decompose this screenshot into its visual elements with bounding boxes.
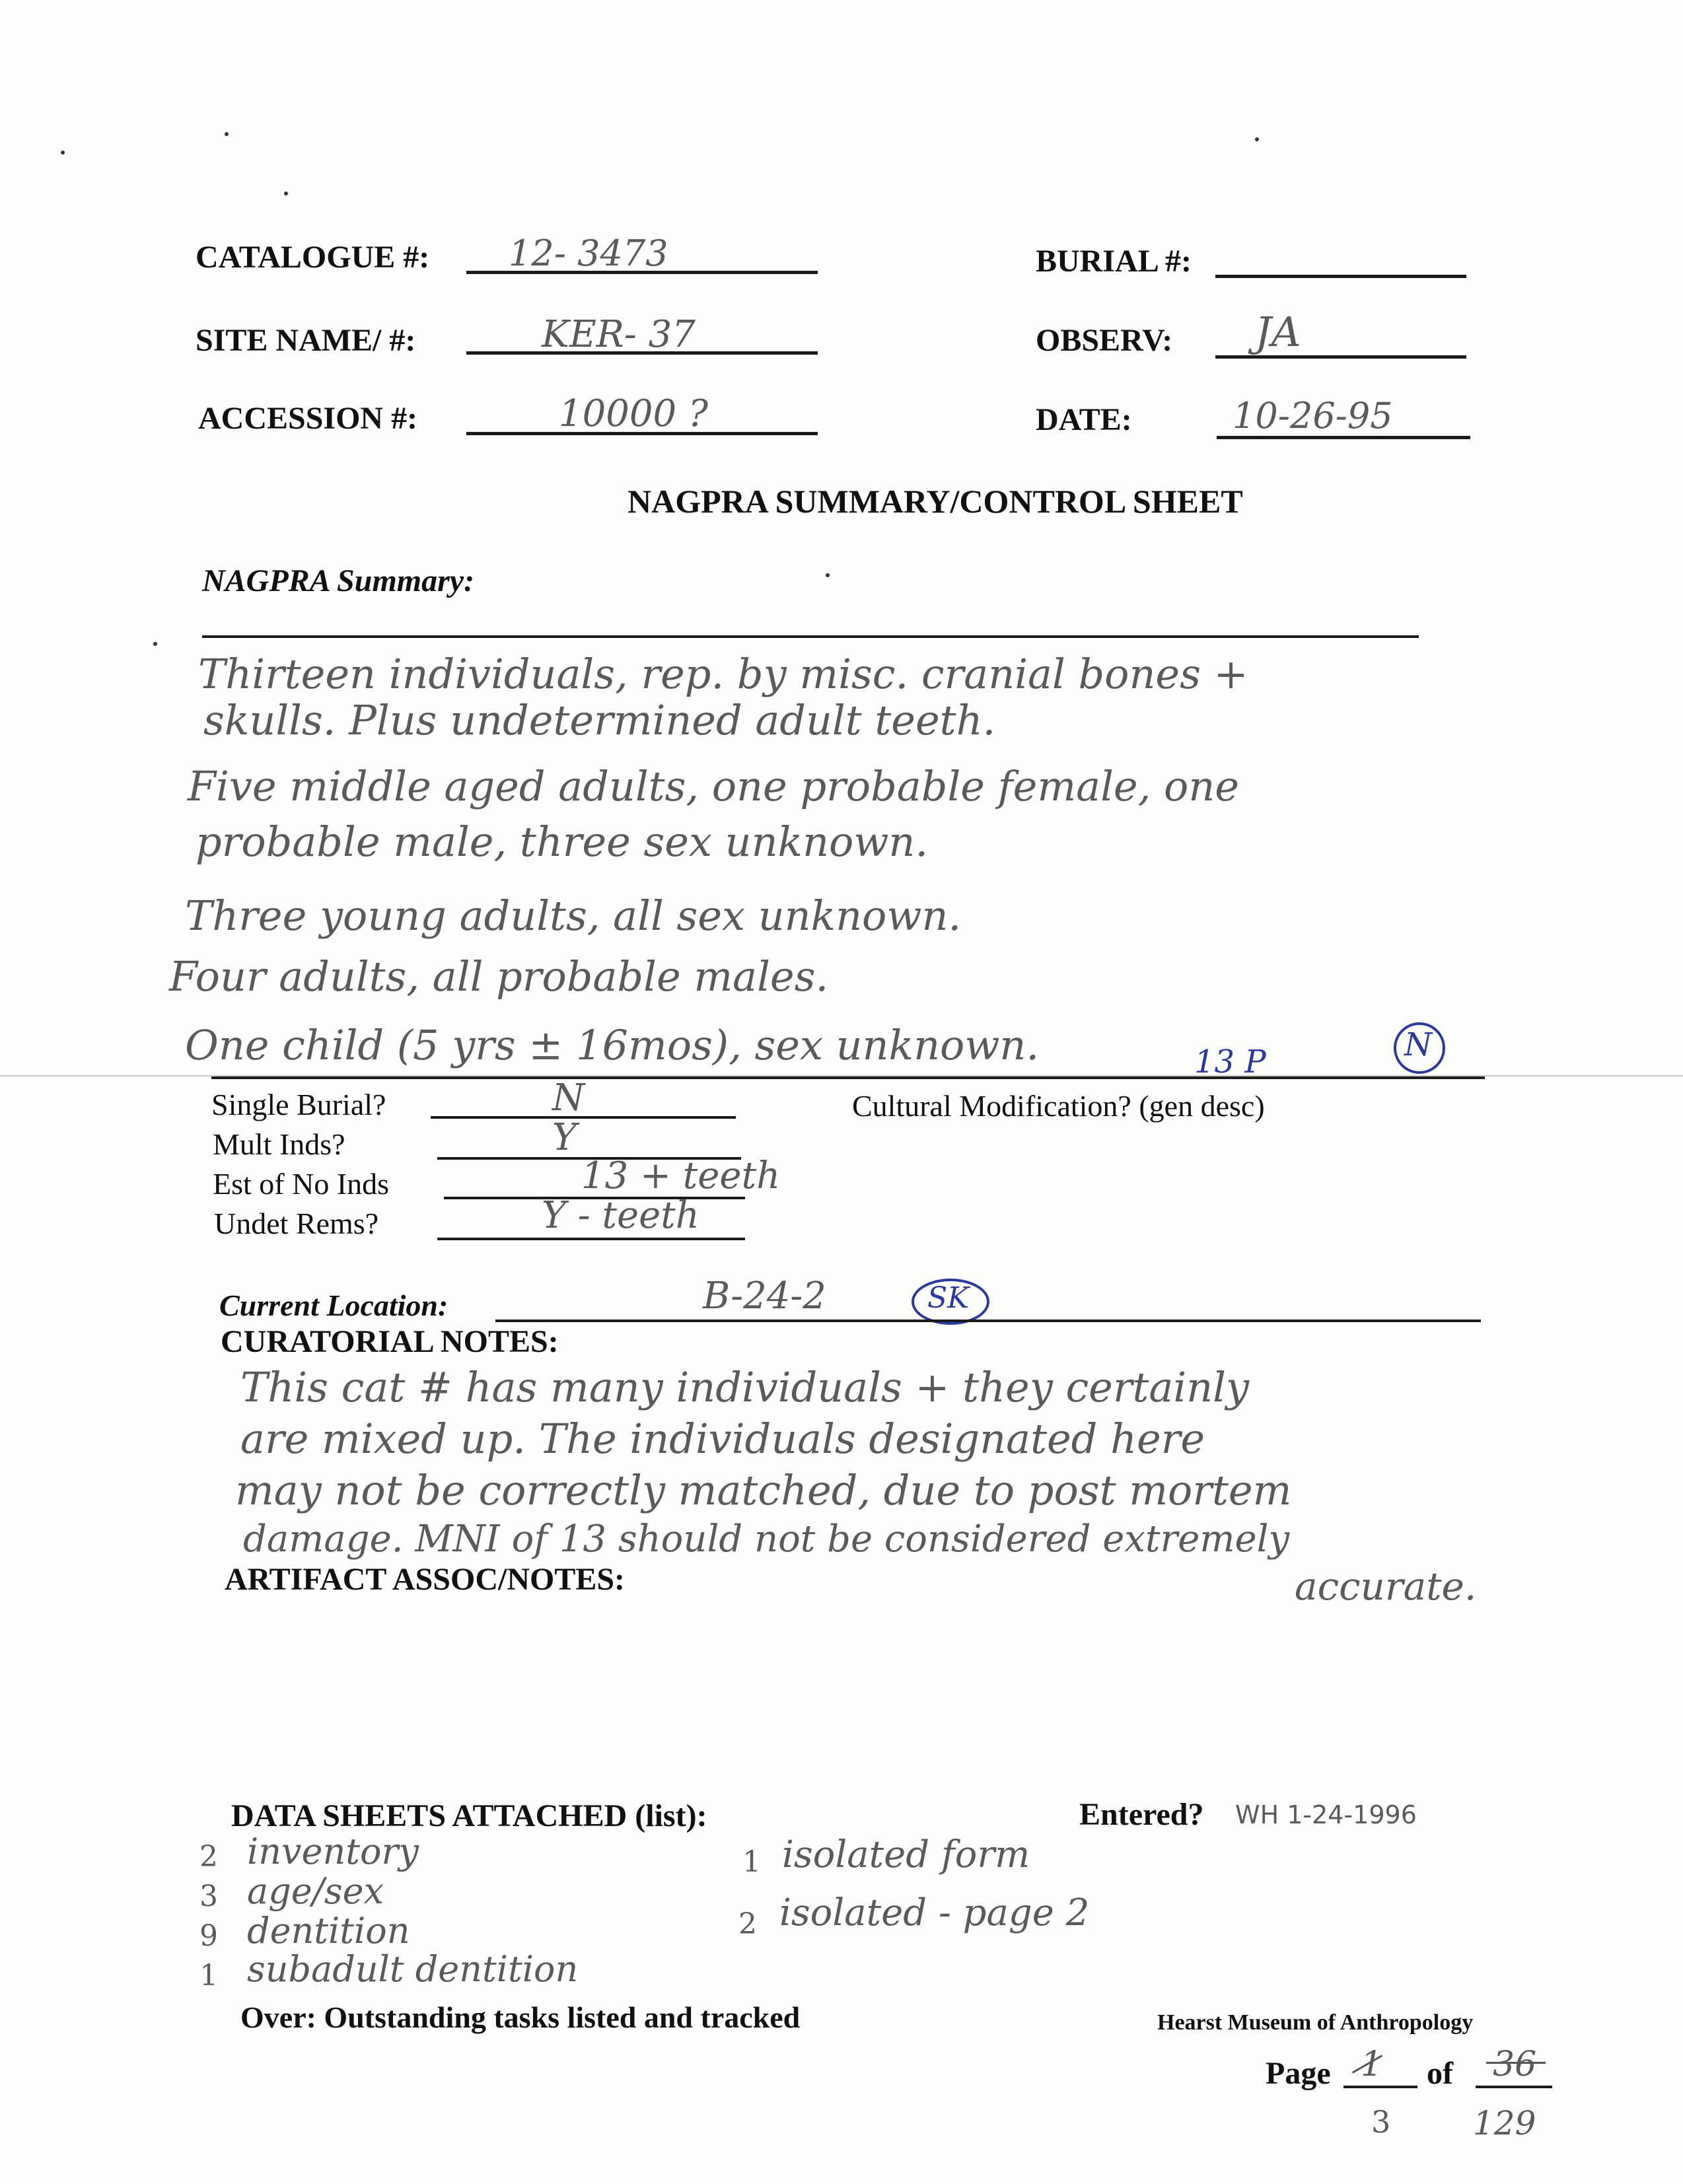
sheet-name: dentition bbox=[247, 1910, 410, 1952]
sheet-count: 1 bbox=[199, 1959, 218, 1992]
entered-label: Entered? bbox=[1079, 1797, 1204, 1832]
scan-speck bbox=[1255, 137, 1259, 141]
observ-label: OBSERV: bbox=[1036, 323, 1173, 358]
data-sheets-label: DATA SHEETS ATTACHED (list): bbox=[231, 1798, 707, 1833]
single-burial-value: N bbox=[552, 1076, 585, 1119]
current-location-code: SK bbox=[927, 1281, 970, 1315]
catalogue-underline bbox=[466, 271, 818, 274]
museum-name: Hearst Museum of Anthropology bbox=[1157, 2010, 1474, 2035]
observ-underline bbox=[1215, 355, 1466, 359]
accession-underline bbox=[466, 432, 818, 435]
sheet-name: isolated - page 2 bbox=[779, 1891, 1090, 1934]
est-no-inds-value: 13 + teeth bbox=[581, 1154, 781, 1197]
summary-note-13p: 13 P bbox=[1194, 1043, 1266, 1080]
current-location-underline bbox=[495, 1320, 1481, 1322]
summary-line: One child (5 yrs ± 16mos), sex unknown. bbox=[185, 1021, 1040, 1069]
sheet-title: NAGPRA SUMMARY/CONTROL SHEET bbox=[627, 483, 1243, 520]
curatorial-line: This cat # has many individuals + they certainly bbox=[240, 1363, 1249, 1411]
cultural-modification-label: Cultural Modification? (gen desc) bbox=[852, 1089, 1265, 1123]
summary-line: probable male, three sex unknown. bbox=[196, 818, 929, 866]
burial-label: BURIAL #: bbox=[1036, 244, 1192, 279]
summary-bottom-rule bbox=[211, 1076, 1485, 1079]
curatorial-notes-label: CURATORIAL NOTES: bbox=[221, 1324, 559, 1359]
undet-rems-underline bbox=[437, 1238, 745, 1240]
summary-note-circled: N bbox=[1404, 1026, 1432, 1063]
site-underline bbox=[466, 351, 818, 355]
date-value: 10-26-95 bbox=[1233, 395, 1393, 437]
accession-value: 10000 ? bbox=[559, 392, 708, 435]
site-value: KER- 37 bbox=[542, 313, 696, 356]
curatorial-line: accurate. bbox=[1295, 1564, 1477, 1609]
sheet-name: age/sex bbox=[247, 1870, 384, 1912]
summary-line: Three young adults, all sex unknown. bbox=[185, 892, 962, 940]
scan-speck bbox=[153, 642, 157, 646]
page-total-original: 36 bbox=[1493, 2045, 1537, 2084]
outstanding-tasks-note: Over: Outstanding tasks listed and tracked bbox=[240, 2000, 801, 2034]
nagpra-summary-label: NAGPRA Summary: bbox=[202, 563, 475, 598]
burial-underline bbox=[1215, 275, 1466, 278]
sheet-count: 2 bbox=[738, 1907, 757, 1941]
catalogue-value: 12- 3473 bbox=[509, 232, 668, 274]
curatorial-line: may not be correctly matched, due to post mortem bbox=[235, 1466, 1292, 1514]
summary-line: Thirteen individuals, rep. by misc. cranial bones + bbox=[198, 650, 1248, 698]
single-burial-underline bbox=[431, 1116, 736, 1119]
observ-value: JA bbox=[1255, 308, 1301, 356]
date-label: DATE: bbox=[1036, 402, 1132, 437]
page-number-underline bbox=[1343, 2086, 1417, 2088]
sheet-name: inventory bbox=[247, 1831, 419, 1872]
undet-rems-label: Undet Rems? bbox=[214, 1207, 379, 1240]
summary-rule bbox=[202, 635, 1419, 638]
undet-rems-value: Y - teeth bbox=[542, 1194, 699, 1237]
date-underline bbox=[1217, 436, 1470, 439]
sheet-name: subadult dentition bbox=[247, 1948, 579, 1990]
scan-speck bbox=[284, 192, 288, 195]
sheet-count: 2 bbox=[199, 1840, 218, 1874]
single-burial-label: Single Burial? bbox=[211, 1088, 386, 1121]
mult-inds-value: Y bbox=[552, 1116, 577, 1159]
entered-value: WH 1-24-1996 bbox=[1235, 1800, 1417, 1829]
page-number-new: 3 bbox=[1371, 2104, 1391, 2140]
page-total-underline bbox=[1476, 2086, 1552, 2088]
page-of-label: of bbox=[1427, 2056, 1453, 2091]
sheet-count: 1 bbox=[742, 1845, 761, 1879]
artifact-assoc-label: ARTIFACT ASSOC/NOTES: bbox=[225, 1562, 626, 1597]
summary-line: Five middle aged adults, one probable female, one bbox=[188, 762, 1239, 810]
site-label: SITE NAME/ #: bbox=[196, 323, 416, 358]
page-number-original: 1 bbox=[1361, 2045, 1383, 2084]
accession-label: ACCESSION #: bbox=[198, 401, 418, 436]
summary-line: skulls. Plus undetermined adult teeth. bbox=[203, 696, 996, 744]
sheet-count: 3 bbox=[199, 1880, 218, 1913]
sheet-count: 9 bbox=[199, 1919, 218, 1953]
page-total-new: 129 bbox=[1473, 2104, 1536, 2142]
mult-inds-label: Mult Inds? bbox=[213, 1127, 345, 1161]
catalogue-label: CATALOGUE #: bbox=[196, 240, 430, 275]
current-location-label: Current Location: bbox=[219, 1288, 448, 1322]
curatorial-line: are mixed up. The individuals designated here bbox=[240, 1415, 1205, 1463]
current-location-value: B-24-2 bbox=[703, 1275, 826, 1318]
summary-line: Four adults, all probable males. bbox=[169, 952, 829, 1001]
scan-speck bbox=[225, 132, 229, 136]
page-total-strikeout bbox=[1486, 2062, 1546, 2064]
scan-speck bbox=[61, 151, 65, 155]
scan-speck bbox=[826, 573, 830, 577]
curatorial-line: damage. MNI of 13 should not be considered extremely bbox=[243, 1518, 1290, 1561]
sheet-name: isolated form bbox=[782, 1833, 1030, 1876]
est-no-inds-label: Est of No Inds bbox=[213, 1167, 390, 1201]
page-label: Page bbox=[1266, 2056, 1331, 2091]
